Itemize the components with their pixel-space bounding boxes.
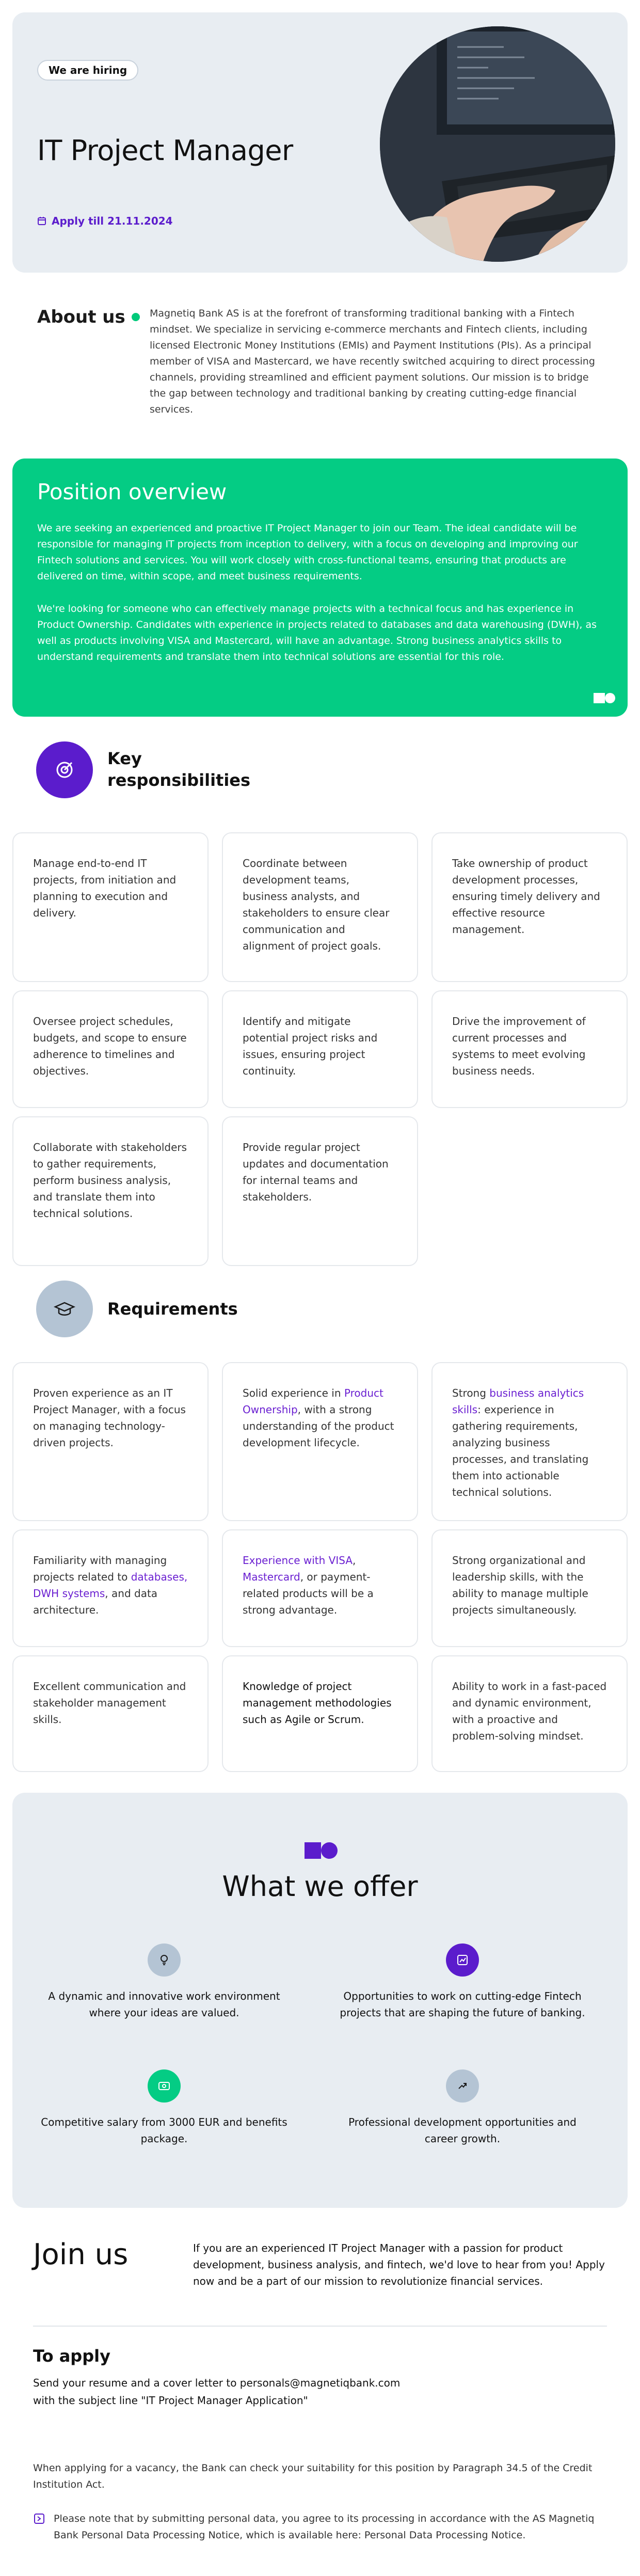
requirement-text: , and data architecture. (33, 1587, 158, 1616)
apply-deadline-text: Apply till 21.11.2024 (52, 215, 173, 227)
responsibility-card: Oversee project schedules, budgets, and scope to ensure adherence to timelines and objectives. (12, 990, 209, 1108)
requirement-text: , with a strong understanding of the product development lifecycle. (243, 1403, 394, 1449)
responsibility-card: Manage end-to-end IT projects, from initiation and planning to execution and delivery. (12, 832, 209, 982)
requirement-text: Solid experience in (243, 1387, 344, 1399)
requirement-card: Proven experience as an IT Project Manager, with a focus on managing technology-driven projects. (12, 1362, 209, 1521)
hero-photo (380, 26, 615, 262)
notice-icon (33, 2512, 45, 2525)
responsibility-card: Coordinate between development teams, business analysts, and stakeholders to ensure clear communication and alignment of project goals. (222, 832, 418, 982)
overview-paragraph-1: We are seeking an experienced and proactive IT Project Manager to join our Team. The ideal candidate will be responsible for managing IT projects from inception to delivery, with a focus on developing and improving our Fintech solutions and services. You will work closely with cross-functional teams, ensuring that products are delivered on time, within scope, and meet business requirements. (37, 523, 578, 582)
divider (33, 2326, 607, 2327)
requirement-text: Strong (452, 1387, 490, 1399)
requirement-card (12, 1529, 209, 1647)
privacy-notice-text: Please note that by submitting personal data, you agree to its processing in accordance with the AS Magnetiq Bank Personal Data Processing Notice, which is available here: Personal Data Processing Notice. (54, 2513, 595, 2541)
hero-section (12, 12, 628, 273)
responsibility-card: Drive the improvement of current processes and systems to meet evolving business needs. (431, 990, 628, 1108)
requirement-text: , or payment-related products will be a strong advantage. (243, 1571, 374, 1616)
offer-section (12, 1793, 628, 2208)
calendar-icon (37, 216, 46, 226)
responsibilities-title-line1: Key (107, 749, 142, 768)
responsibilities-title-line2: responsibilities (107, 770, 251, 790)
overview-title: Position overview (37, 479, 227, 504)
requirement-highlight: Mastercard (243, 1571, 300, 1583)
responsibilities-title (107, 748, 250, 791)
graduation-cap-icon (36, 1281, 93, 1337)
requirement-card (431, 1362, 628, 1521)
lightbulb-icon (148, 1943, 181, 1977)
requirement-highlight: Product Ownership (243, 1387, 383, 1416)
join-title: Join us (33, 2238, 129, 2271)
requirements-title: Requirements (107, 1299, 238, 1319)
requirement-card: Ability to work in a fast-paced and dynamic environment, with a proactive and problem-solving mindset. (431, 1655, 628, 1772)
requirement-text: Familiarity with managing projects related to (33, 1554, 167, 1583)
offer-item-3: Competitive salary from 3000 EUR and benefits package. (41, 2116, 287, 2145)
overview-paragraph-2: We're looking for someone who can effectively manage projects with a technical focus and has experience in Product Ownership. Candidates with experience in projects related to databases and data warehousing (DWH), as well as products involving VISA and Mastercard, will have an advantage. Strong business analytics skills to understand requirements and translate them into technical solutions are essential for this role. (37, 603, 597, 662)
about-title-text: About us (37, 307, 125, 327)
responsibility-card: Collaborate with stakeholders to gather requirements, perform business analysis, and translate them into technical solutions. (12, 1116, 209, 1266)
join-text: If you are an experienced IT Project Manager with a passion for product development, business analysis, and fintech, we'd love to hear from you! Apply now and be a part of our mission to revolutionize financial services. (193, 2242, 605, 2287)
requirement-card: Strong organizational and leadership skills, with the ability to manage multiple projects simultaneously. (431, 1529, 628, 1647)
about-text: Magnetiq Bank AS is at the forefront of transforming traditional banking with a Fintech mindset. We specialize in servicing e-commerce merchants and Fintech clients, including licensed Electronic Money Institutions (EMIs) and Payment Institutions (PIs). As a principal member of VISA and Mastercard, we have recently switched acquiring to direct processing channels, providing streamlined and efficient payment solutions. Our mission is to bridge the gap between technology and traditional banking by creating cutting-edge financial services. (150, 308, 595, 415)
about-title (37, 307, 140, 327)
requirement-text: , (353, 1554, 356, 1567)
requirement-highlight: databases, DWH systems (33, 1571, 188, 1600)
law-text: When applying for a vacancy, the Bank can check your suitability for this position by Paragraph 34.5 of the Credit Institution Act. (33, 2462, 593, 2490)
responsibility-card: Take ownership of product development processes, ensuring timely delivery and effective resource management. (431, 832, 628, 982)
requirement-card: Excellent communication and stakeholder management skills. (12, 1655, 209, 1772)
offer-item-4: Professional development opportunities and career growth. (348, 2116, 577, 2145)
magnetiq-logo (305, 1841, 338, 1860)
green-dot-icon (132, 313, 140, 321)
offer-title: What we offer (222, 1870, 418, 1903)
privacy-notice (33, 2510, 607, 2543)
requirement-text: : experience in gathering requirements, analyzing business processes, and translating them into actionable technical solutions. (452, 1403, 589, 1498)
hiring-badge: We are hiring (37, 60, 138, 81)
apply-deadline (37, 215, 173, 227)
responsibility-card: Provide regular project updates and documentation for internal teams and stakeholders. (222, 1116, 418, 1266)
trend-arrow-icon (446, 2069, 479, 2103)
requirement-card: Knowledge of project management methodologies such as Agile or Scrum. (222, 1655, 418, 1772)
responsibility-card: Identify and mitigate potential project risks and issues, ensuring project continuity. (222, 990, 418, 1108)
offer-item-1: A dynamic and innovative work environment where your ideas are valued. (48, 1990, 280, 2019)
chart-up-icon (446, 1943, 479, 1977)
apply-title: To apply (33, 2346, 110, 2366)
target-icon (36, 741, 93, 798)
position-overview (12, 459, 628, 717)
offer-item-2: Opportunities to work on cutting-edge Fintech projects that are shaping the future of banking. (340, 1990, 585, 2019)
apply-text: Send your resume and a cover letter to personals@magnetiqbank.com with the subject line "IT Project Manager Application" (33, 2377, 401, 2407)
requirement-highlight: Experience with VISA (243, 1554, 353, 1567)
page-title: IT Project Manager (37, 134, 293, 167)
money-icon (148, 2069, 181, 2103)
requirement-highlight: business analytics skills (452, 1387, 584, 1416)
requirement-card (222, 1362, 418, 1521)
magnetiq-logo (594, 692, 615, 704)
requirement-card (222, 1529, 418, 1647)
